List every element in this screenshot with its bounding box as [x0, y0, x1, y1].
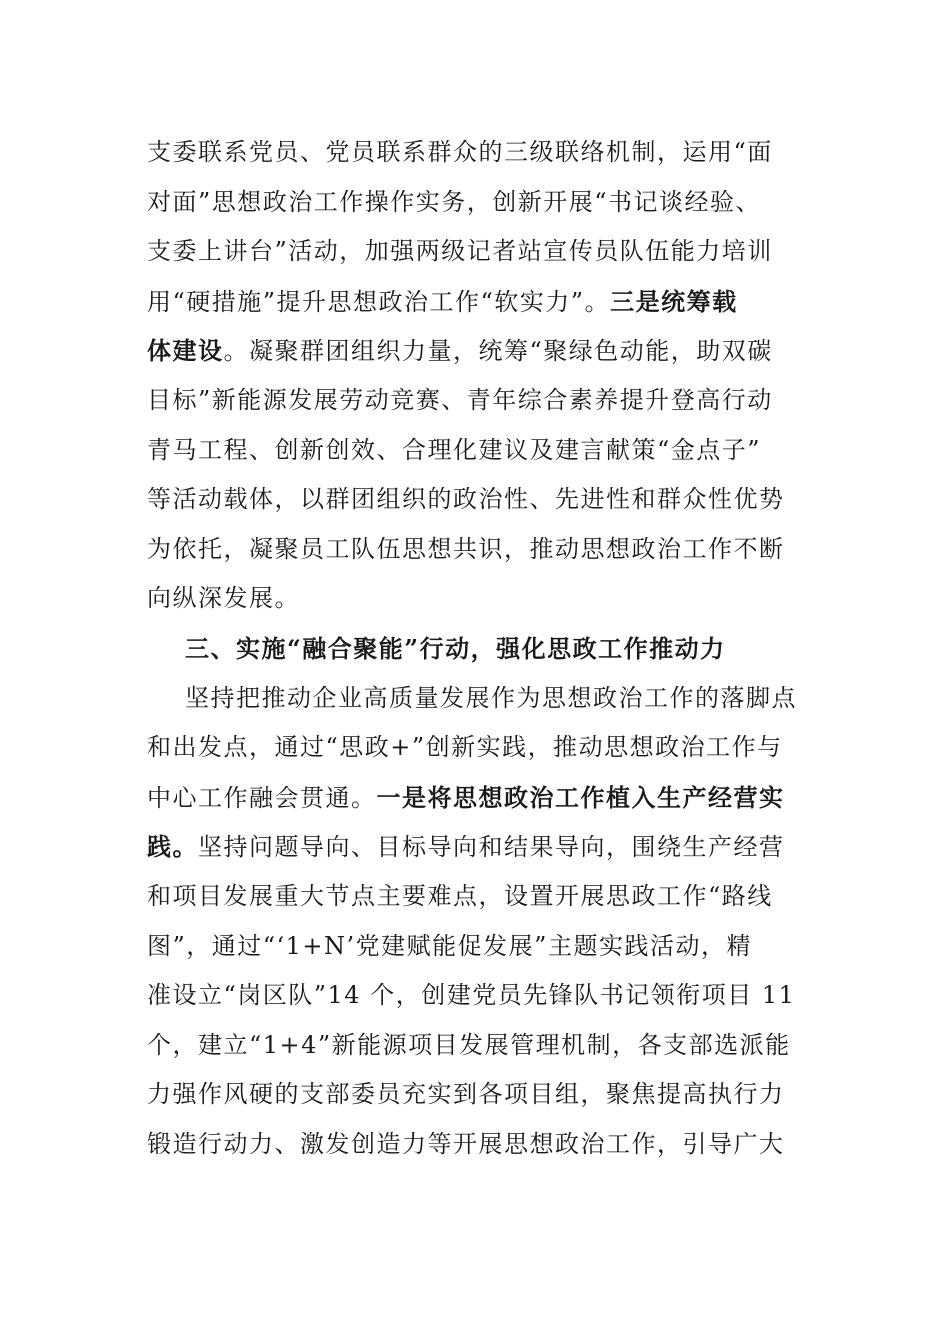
paragraph-line: 图”，通过“‘1+N’党建赋能促发展”主题实践活动，精	[147, 931, 752, 960]
paragraph-line	[147, 773, 807, 823]
paragraph-line: 个，建立“1+4”新能源项目发展管理机制，各支部选派能	[147, 1030, 791, 1059]
bold-keyphrase: 践。	[147, 832, 198, 862]
paragraph-line	[147, 277, 807, 327]
paragraph-2	[147, 674, 807, 1170]
bold-keyphrase: 三是统筹载	[610, 286, 738, 316]
paragraph-line: 青马工程、创新创效、合理化建议及建言献策“金点子”	[147, 435, 762, 464]
bold-keyphrase: 体建设	[147, 336, 224, 366]
paragraph-line: 力强作风硬的支部委员充实到各项目组，聚焦提高执行力	[147, 1080, 785, 1109]
paragraph-line: 向纵深发展。	[147, 584, 300, 613]
bold-keyphrase: 一是将思想政治工作植入生产经营实	[376, 782, 785, 812]
paragraph-1	[147, 128, 807, 624]
paragraph-line: 对面”思想政治工作操作实务，创新开展“书记谈经验、	[147, 187, 762, 216]
paragraph-line: 为依托，凝聚员工队伍思想共识，推动思想政治工作不断	[147, 534, 785, 563]
paragraph-line: 和项目发展重大节点主要难点，设置开展思政工作“路线	[147, 881, 773, 910]
paragraph-line: 目标”新能源发展劳动竞赛、青年综合素养提升登高行动	[147, 385, 773, 414]
section-heading: 三、实施“融合聚能”行动，强化思政工作推动力	[185, 633, 726, 663]
paragraph-text: 中心工作融会贯通。	[147, 783, 377, 812]
paragraph-line	[147, 822, 807, 872]
paragraph-line: 支委上讲台”活动，加强两级记者站宣传员队伍能力培训	[147, 237, 773, 266]
paragraph-line: 和出发点，通过“思政+”创新实践，推动思想政治工作与	[147, 733, 783, 762]
paragraph-line: 准设立“岗区队”14 个，创建党员先锋队书记领衔项目 11	[147, 981, 796, 1010]
paragraph-line: 支委联系党员、党员联系群众的三级联络机制，运用“面	[147, 138, 773, 166]
paragraph-line	[147, 326, 807, 376]
paragraph-line: 等活动载体，以群团组织的政治性、先进性和群众性优势	[147, 485, 785, 514]
paragraph-text: 。凝聚群团组织力量，统筹“聚绿色动能，助双碳	[223, 337, 773, 366]
paragraph-line: 锻造行动力、激发创造力等开展思想政治工作，引导广大	[147, 1129, 785, 1158]
paragraph-text: 坚持问题导向、目标导向和结果导向，围绕生产经营	[198, 833, 785, 862]
paragraph-text: 用“硬措施”提升思想政治工作“软实力”。	[147, 287, 611, 316]
document-body	[147, 128, 807, 1169]
paragraph-line: 坚持把推动企业高质量发展作为思想政治工作的落脚点	[185, 683, 797, 712]
